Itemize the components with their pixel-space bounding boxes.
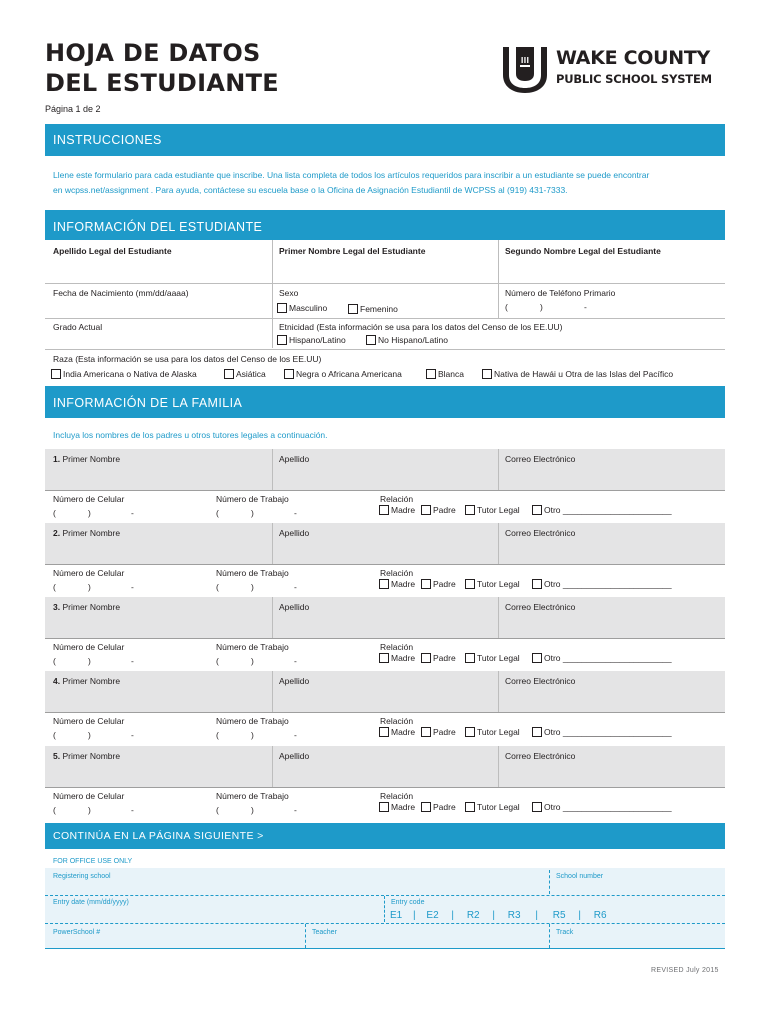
guardian-5-first-name-label bbox=[53, 751, 120, 761]
male-label: Masculino bbox=[289, 303, 328, 313]
guardian-1-rel-guardian[interactable] bbox=[465, 505, 520, 515]
guardian-3-name-row bbox=[45, 597, 725, 639]
entry-code-label: Entry code bbox=[391, 899, 425, 906]
divider bbox=[549, 924, 550, 948]
guardian-2-guardian-label: Tutor Legal bbox=[477, 579, 520, 589]
guardian-1-number: 1. bbox=[53, 454, 61, 464]
guardian-1-work-dash: - bbox=[294, 508, 297, 518]
guardian-4-first-name-label bbox=[53, 676, 120, 686]
family-intro: Incluya los nombres de los padres u otros tutores legales a continuación. bbox=[53, 430, 328, 440]
family-info-header bbox=[45, 386, 725, 418]
guardian-5-rel-mother[interactable] bbox=[379, 802, 415, 812]
male-checkbox[interactable] bbox=[277, 303, 287, 313]
guardian-3-father-checkbox[interactable] bbox=[421, 653, 431, 663]
guardian-2-father-checkbox[interactable] bbox=[421, 579, 431, 589]
guardian-3-cell-label: Número de Celular bbox=[53, 642, 125, 652]
divider bbox=[498, 597, 499, 639]
phone-dash: - bbox=[584, 302, 587, 312]
guardian-4-cell-close: ) bbox=[88, 730, 91, 740]
race-checkbox-1[interactable] bbox=[51, 369, 61, 379]
divider bbox=[45, 787, 725, 788]
wcpss-logo-icon bbox=[501, 45, 549, 95]
school-number-label: School number bbox=[556, 873, 604, 880]
code-separator: | bbox=[451, 910, 455, 921]
entry-code-r3[interactable]: R3 bbox=[507, 910, 521, 921]
guardian-4-cell-dash: - bbox=[131, 730, 134, 740]
guardian-1-work-close: ) bbox=[251, 508, 254, 518]
guardian-2-last-name-label: Apellido bbox=[279, 528, 310, 538]
guardian-3-rel-other[interactable] bbox=[532, 653, 672, 663]
guardian-5-mother-label: Madre bbox=[391, 802, 416, 812]
divider bbox=[45, 349, 725, 350]
guardian-2-work-dash: - bbox=[294, 582, 297, 592]
phone-label: Número de Teléfono Primario bbox=[505, 288, 616, 298]
guardian-4-rel-mother[interactable] bbox=[379, 727, 415, 737]
guardian-5-cell-open: ( bbox=[53, 805, 56, 815]
guardian-1-work-open: ( bbox=[216, 508, 219, 518]
guardian-2-name-row bbox=[45, 523, 725, 565]
guardian-1-work-label: Número de Trabajo bbox=[216, 494, 289, 504]
eth-not-hispanic-option[interactable] bbox=[366, 335, 448, 345]
guardian-4-work-close: ) bbox=[251, 730, 254, 740]
guardian-1-rel-other[interactable] bbox=[532, 505, 672, 515]
guardian-4-guardian-checkbox[interactable] bbox=[465, 727, 475, 737]
guardian-4-rel-guardian[interactable] bbox=[465, 727, 520, 737]
page-title bbox=[45, 38, 279, 98]
hispanic-label: Hispano/Latino bbox=[289, 335, 346, 345]
guardian-4-other-label: Otro _______________________ bbox=[544, 727, 672, 737]
guardian-5-work-close: ) bbox=[251, 805, 254, 815]
female-checkbox[interactable] bbox=[348, 304, 358, 314]
page-number: Página 1 de 2 bbox=[45, 104, 101, 114]
guardian-4-number: 4. bbox=[53, 676, 61, 686]
guardian-3-mother-label: Madre bbox=[391, 653, 416, 663]
race-label-2: Asiática bbox=[236, 369, 266, 379]
guardian-5-rel-father[interactable] bbox=[421, 802, 456, 812]
guardian-4-first-name-text: Primer Nombre bbox=[62, 676, 121, 686]
guardian-5-work-open: ( bbox=[216, 805, 219, 815]
guardian-5-father-label: Padre bbox=[433, 802, 456, 812]
race-checkbox-2[interactable] bbox=[224, 369, 234, 379]
guardian-4-work-label: Número de Trabajo bbox=[216, 716, 289, 726]
guardian-5-first-name-text: Primer Nombre bbox=[62, 751, 121, 761]
divider bbox=[305, 924, 306, 948]
guardian-4-name-row bbox=[45, 671, 725, 713]
guardian-3-number: 3. bbox=[53, 602, 61, 612]
race-option-3[interactable] bbox=[284, 369, 402, 379]
guardian-2-rel-mother[interactable] bbox=[379, 579, 415, 589]
guardian-2-first-name-text: Primer Nombre bbox=[62, 528, 121, 538]
divider bbox=[45, 638, 725, 639]
sex-male-option[interactable] bbox=[277, 303, 327, 313]
guardian-3-father-label: Padre bbox=[433, 653, 456, 663]
phone-open-paren: ( bbox=[505, 302, 508, 312]
guardian-3-other-label: Otro _______________________ bbox=[544, 653, 672, 663]
guardian-5-number: 5. bbox=[53, 751, 61, 761]
guardian-5-cell-close: ) bbox=[88, 805, 91, 815]
guardian-1-guardian-label: Tutor Legal bbox=[477, 505, 520, 515]
guardian-3-guardian-checkbox[interactable] bbox=[465, 653, 475, 663]
race-option-5[interactable] bbox=[482, 369, 673, 379]
guardian-2-mother-label: Madre bbox=[391, 579, 416, 589]
guardian-4-relation-label: Relación bbox=[380, 716, 414, 726]
guardian-5-rel-guardian[interactable] bbox=[465, 802, 520, 812]
guardian-1-cell-close: ) bbox=[88, 508, 91, 518]
guardian-4-work-open: ( bbox=[216, 730, 219, 740]
guardian-2-work-close: ) bbox=[251, 582, 254, 592]
guardian-2-number: 2. bbox=[53, 528, 61, 538]
guardian-2-work-label: Número de Trabajo bbox=[216, 568, 289, 578]
guardian-5-mother-checkbox[interactable] bbox=[379, 802, 389, 812]
guardian-1-cell-label: Número de Celular bbox=[53, 494, 125, 504]
divider bbox=[498, 671, 499, 713]
divider bbox=[384, 896, 385, 922]
student-info-heading: INFORMACIÓN DEL ESTUDIANTE bbox=[53, 220, 263, 234]
guardian-1-father-label: Padre bbox=[433, 505, 456, 515]
guardian-4-last-name-label: Apellido bbox=[279, 676, 310, 686]
track-label: Track bbox=[556, 929, 574, 936]
office-use-heading: FOR OFFICE USE ONLY bbox=[53, 858, 133, 865]
guardian-1-first-name-label bbox=[53, 454, 120, 464]
guardian-2-rel-father[interactable] bbox=[421, 579, 456, 589]
sex-female-option[interactable] bbox=[348, 304, 398, 314]
instructions-text bbox=[53, 168, 718, 198]
guardian-3-last-name-label: Apellido bbox=[279, 602, 310, 612]
guardian-2-cell-dash: - bbox=[131, 582, 134, 592]
guardian-5-cell-label: Número de Celular bbox=[53, 791, 125, 801]
guardian-3-cell-dash: - bbox=[131, 656, 134, 666]
entry-code-e1[interactable]: E1 bbox=[390, 910, 403, 921]
guardian-5-work-label: Número de Trabajo bbox=[216, 791, 289, 801]
student-first-name-label: Primer Nombre Legal del Estudiante bbox=[279, 246, 426, 256]
divider bbox=[272, 449, 273, 491]
code-separator: | bbox=[492, 910, 495, 921]
student-info-header bbox=[45, 210, 725, 240]
guardian-3-rel-guardian[interactable] bbox=[465, 653, 520, 663]
guardian-5-last-name-label: Apellido bbox=[279, 751, 310, 761]
phone-close-paren: ) bbox=[540, 302, 543, 312]
divider bbox=[498, 746, 499, 788]
guardian-5-cell-dash: - bbox=[131, 805, 134, 815]
family-info-heading: INFORMACIÓN DE LA FAMILIA bbox=[53, 396, 243, 410]
continue-bar bbox=[45, 823, 725, 849]
divider bbox=[45, 923, 725, 924]
divider bbox=[272, 318, 273, 348]
guardian-5-other-checkbox[interactable] bbox=[532, 802, 542, 812]
wcpss-logo bbox=[501, 45, 726, 97]
guardian-5-father-checkbox[interactable] bbox=[421, 802, 431, 812]
guardian-1-father-checkbox[interactable] bbox=[421, 505, 431, 515]
guardian-3-work-open: ( bbox=[216, 656, 219, 666]
guardian-4-rel-father[interactable] bbox=[421, 727, 456, 737]
title-line-1: HOJA DE DATOS bbox=[45, 39, 261, 67]
guardian-2-guardian-checkbox[interactable] bbox=[465, 579, 475, 589]
hispanic-checkbox[interactable] bbox=[277, 335, 287, 345]
sex-label: Sexo bbox=[279, 288, 299, 298]
guardian-2-rel-other[interactable] bbox=[532, 579, 672, 589]
guardian-2-email-label: Correo Electrónico bbox=[505, 528, 576, 538]
divider bbox=[45, 895, 725, 896]
instructions-line2: en wcpss.net/assignment . Para ayuda, contáctese su escuela base o la Oficina de Asignación Estudiantil de WCPSS al (919) 431-7333. bbox=[53, 185, 568, 195]
eth-hispanic-option[interactable] bbox=[277, 335, 346, 345]
race-option-1[interactable] bbox=[51, 369, 197, 379]
guardian-4-father-checkbox[interactable] bbox=[421, 727, 431, 737]
title-line-2: DEL ESTUDIANTE bbox=[45, 69, 279, 97]
race-label: Raza (Esta información se usa para los datos del Censo de los EE.UU) bbox=[53, 354, 322, 364]
divider bbox=[549, 870, 550, 894]
guardian-3-first-name-label bbox=[53, 602, 120, 612]
guardian-2-cell-close: ) bbox=[88, 582, 91, 592]
divider bbox=[498, 523, 499, 565]
entry-codes bbox=[390, 910, 607, 921]
guardian-1-email-label: Correo Electrónico bbox=[505, 454, 576, 464]
guardian-5-guardian-label: Tutor Legal bbox=[477, 802, 520, 812]
race-checkbox-4[interactable] bbox=[426, 369, 436, 379]
guardian-5-rel-other[interactable] bbox=[532, 802, 672, 812]
guardian-2-relation-label: Relación bbox=[380, 568, 414, 578]
guardian-3-other-checkbox[interactable] bbox=[532, 653, 542, 663]
continue-label: CONTINÚA EN LA PÁGINA SIGUIENTE > bbox=[53, 830, 264, 842]
guardian-1-name-row bbox=[45, 449, 725, 491]
race-label-5: Nativa de Hawái u Otra de las Islas del Pacífico bbox=[494, 369, 674, 379]
guardian-3-mother-checkbox[interactable] bbox=[379, 653, 389, 663]
guardian-2-father-label: Padre bbox=[433, 579, 456, 589]
entry-code-r2[interactable]: R2 bbox=[466, 910, 480, 921]
guardian-1-other-checkbox[interactable] bbox=[532, 505, 542, 515]
guardian-5-guardian-checkbox[interactable] bbox=[465, 802, 475, 812]
registering-school-label: Registering school bbox=[53, 873, 111, 880]
guardian-2-cell-label: Número de Celular bbox=[53, 568, 125, 578]
guardian-1-mother-checkbox[interactable] bbox=[379, 505, 389, 515]
guardian-3-work-close: ) bbox=[251, 656, 254, 666]
race-label-1: India Americana o Nativa de Alaska bbox=[63, 369, 197, 379]
guardian-1-rel-mother[interactable] bbox=[379, 505, 415, 515]
guardian-4-other-checkbox[interactable] bbox=[532, 727, 542, 737]
guardian-4-rel-other[interactable] bbox=[532, 727, 672, 737]
student-middle-name-label: Segundo Nombre Legal del Estudiante bbox=[505, 246, 661, 256]
divider bbox=[45, 712, 725, 713]
guardian-5-name-row bbox=[45, 746, 725, 788]
race-label-3: Negra o Africana Americana bbox=[296, 369, 402, 379]
entry-code-r6[interactable]: R6 bbox=[593, 910, 607, 921]
race-label-4: Blanca bbox=[438, 369, 464, 379]
divider bbox=[498, 449, 499, 491]
female-label: Femenino bbox=[360, 304, 398, 314]
guardian-3-work-label: Número de Trabajo bbox=[216, 642, 289, 652]
guardian-3-rel-father[interactable] bbox=[421, 653, 456, 663]
divider bbox=[272, 597, 273, 639]
divider bbox=[45, 318, 725, 319]
guardian-2-cell-open: ( bbox=[53, 582, 56, 592]
dob-label: Fecha de Nacimiento (mm/dd/aaaa) bbox=[53, 288, 189, 298]
guardian-2-other-checkbox[interactable] bbox=[532, 579, 542, 589]
guardian-4-work-dash: - bbox=[294, 730, 297, 740]
divider bbox=[45, 564, 725, 565]
teacher-label: Teacher bbox=[312, 929, 337, 936]
guardian-1-rel-father[interactable] bbox=[421, 505, 456, 515]
race-option-4[interactable] bbox=[426, 369, 464, 379]
not-hispanic-checkbox[interactable] bbox=[366, 335, 376, 345]
guardian-2-mother-checkbox[interactable] bbox=[379, 579, 389, 589]
not-hispanic-label: No Hispano/Latino bbox=[378, 335, 448, 345]
office-use-panel bbox=[45, 868, 725, 949]
guardian-1-other-label: Otro _______________________ bbox=[544, 505, 672, 515]
guardian-3-guardian-label: Tutor Legal bbox=[477, 653, 520, 663]
guardian-1-cell-dash: - bbox=[131, 508, 134, 518]
divider bbox=[272, 240, 273, 318]
divider bbox=[498, 240, 499, 318]
guardian-1-first-name-text: Primer Nombre bbox=[62, 454, 121, 464]
guardian-5-email-label: Correo Electrónico bbox=[505, 751, 576, 761]
code-separator: | bbox=[413, 910, 416, 921]
divider bbox=[45, 283, 725, 284]
code-separator: | bbox=[535, 910, 538, 921]
guardian-4-mother-checkbox[interactable] bbox=[379, 727, 389, 737]
guardian-1-last-name-label: Apellido bbox=[279, 454, 310, 464]
instructions-header bbox=[45, 124, 725, 156]
guardian-4-father-label: Padre bbox=[433, 727, 456, 737]
guardian-3-rel-mother[interactable] bbox=[379, 653, 415, 663]
race-checkbox-3[interactable] bbox=[284, 369, 294, 379]
guardian-4-cell-open: ( bbox=[53, 730, 56, 740]
guardian-2-first-name-label bbox=[53, 528, 120, 538]
guardian-3-email-label: Correo Electrónico bbox=[505, 602, 576, 612]
guardian-2-other-label: Otro _______________________ bbox=[544, 579, 672, 589]
instructions-line1: Llene este formulario para cada estudiante que inscribe. Una lista completa de todos los artículos requeridos para inscribir a un estudiante se puede encontrar bbox=[53, 170, 650, 180]
grade-label: Grado Actual bbox=[53, 322, 103, 332]
entry-code-r5[interactable]: R5 bbox=[552, 910, 566, 921]
guardian-3-work-dash: - bbox=[294, 656, 297, 666]
guardian-1-cell-open: ( bbox=[53, 508, 56, 518]
guardian-4-mother-label: Madre bbox=[391, 727, 416, 737]
guardian-3-cell-close: ) bbox=[88, 656, 91, 666]
guardian-1-guardian-checkbox[interactable] bbox=[465, 505, 475, 515]
guardian-5-other-label: Otro _______________________ bbox=[544, 802, 672, 812]
guardian-1-mother-label: Madre bbox=[391, 505, 416, 515]
student-last-name-label: Apellido Legal del Estudiante bbox=[53, 246, 172, 256]
divider bbox=[272, 671, 273, 713]
guardian-5-work-dash: - bbox=[294, 805, 297, 815]
powerschool-label: PowerSchool # bbox=[53, 929, 101, 936]
divider bbox=[45, 490, 725, 491]
guardian-4-email-label: Correo Electrónico bbox=[505, 676, 576, 686]
instructions-heading: INSTRUCCIONES bbox=[53, 133, 162, 147]
ethnicity-label: Etnicidad (Esta información se usa para los datos del Censo de los EE.UU) bbox=[279, 322, 563, 332]
logo-text-line1: WAKE COUNTY bbox=[556, 47, 710, 69]
race-option-2[interactable] bbox=[224, 369, 266, 379]
divider bbox=[272, 746, 273, 788]
code-separator: | bbox=[578, 910, 581, 921]
guardian-2-work-open: ( bbox=[216, 582, 219, 592]
divider bbox=[272, 523, 273, 565]
guardian-3-cell-open: ( bbox=[53, 656, 56, 666]
guardian-3-relation-label: Relación bbox=[380, 642, 414, 652]
entry-code-e2[interactable]: E2 bbox=[426, 910, 439, 921]
revision-date: REVISED July 2015 bbox=[651, 967, 719, 974]
guardian-3-first-name-text: Primer Nombre bbox=[62, 602, 121, 612]
race-checkbox-5[interactable] bbox=[482, 369, 492, 379]
guardian-4-guardian-label: Tutor Legal bbox=[477, 727, 520, 737]
guardian-5-relation-label: Relación bbox=[380, 791, 414, 801]
logo-text-line2: PUBLIC SCHOOL SYSTEM bbox=[556, 72, 712, 86]
guardian-2-rel-guardian[interactable] bbox=[465, 579, 520, 589]
guardian-1-relation-label: Relación bbox=[380, 494, 414, 504]
entry-date-label: Entry date (mm/dd/yyyy) bbox=[53, 899, 129, 906]
guardian-4-cell-label: Número de Celular bbox=[53, 716, 125, 726]
